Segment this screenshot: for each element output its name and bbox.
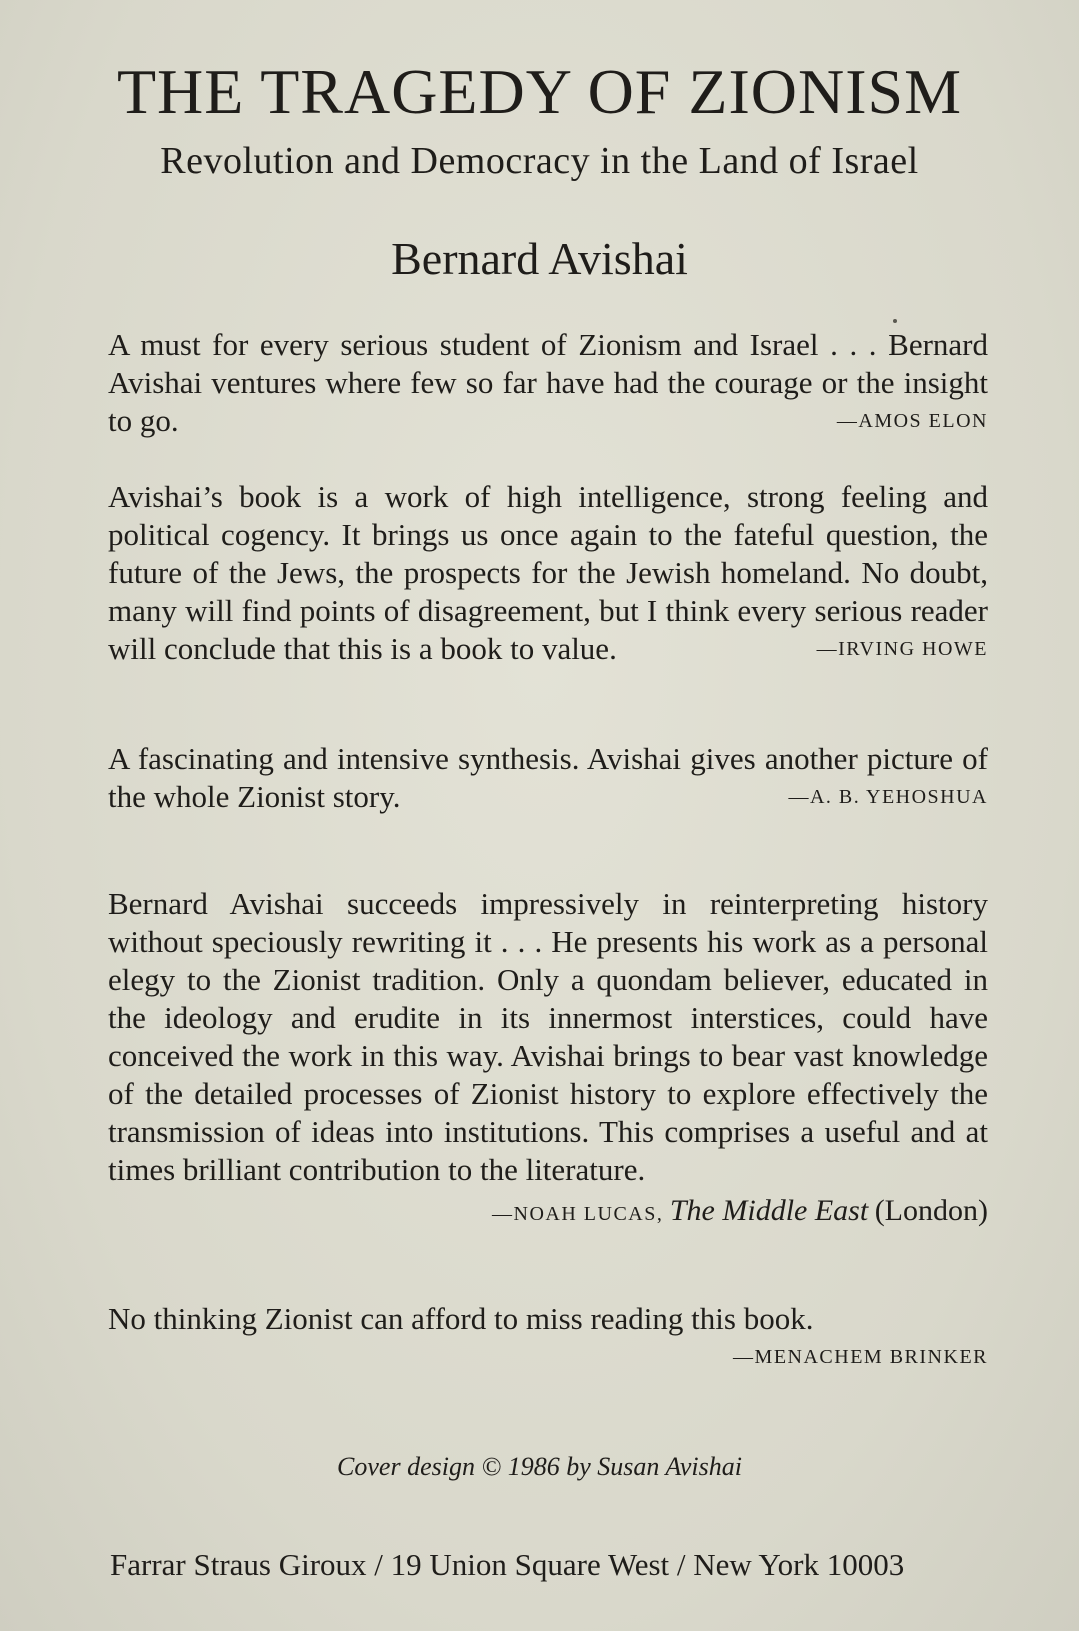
- book-author: Bernard Avishai: [391, 233, 688, 284]
- blurb-text: No thinking Zionist can afford to miss reading this book.: [108, 1301, 814, 1336]
- book-title: THE TRAGEDY OF ZIONISM: [116, 56, 963, 127]
- attribution-place: (London): [874, 1194, 988, 1227]
- cover-credit: Cover design © 1986 by Susan Avishai: [337, 1452, 742, 1481]
- attribution-name: —NOAH LUCAS,: [492, 1203, 664, 1225]
- blurb-5: [108, 1300, 988, 1372]
- blurb-4: [108, 885, 988, 1234]
- blurb-text: A fascinating and intensive synthesis. Avishai gives another picture of the whole Zionist story.: [108, 741, 988, 814]
- blurb-attribution: —A. B. YEHOSHUA: [788, 786, 988, 808]
- blurb-attribution: —MENACHEM BRINKER: [733, 1346, 988, 1368]
- blurb-attribution: [108, 1191, 988, 1234]
- blurb-text: A must for every serious student of Zionism and Israel . . . Bernard Avishai ventures where few so far have had the courage or the insight to go.: [108, 327, 988, 438]
- blurb-text: Bernard Avishai succeeds impressively in reinterpreting history without speciously rewriting it . . . He presents his work as a personal elegy to the Zionist tradition. Only a quondam believer, educated in the ideology and erudite in its innermost interstices, could have conceived the work in this way. Avishai brings to bear vast knowledge of the detailed processes of Zionist history to explore effectively the transmission of ideas into institutions. This comprises a useful and at times brilliant contribution to the literature.: [108, 886, 988, 1187]
- blurb-3: [108, 740, 988, 812]
- blurb-text: Avishai’s book is a work of high intelligence, strong feeling and political cogency. It brings us once again to the fateful question, the future of the Jews, the prospects for the Jewish homeland. No doubt, many will find points of disagreement, but I think every serious reader will conclude that this is a book to value.: [108, 479, 988, 666]
- blurb-1: [108, 326, 988, 436]
- blurb-2: [108, 478, 988, 664]
- attribution-source: The Middle East: [669, 1194, 869, 1227]
- print-speck: [893, 319, 897, 323]
- blurb-attribution: —AMOS ELON: [836, 410, 988, 432]
- blurb-attribution: —IRVING HOWE: [816, 638, 988, 660]
- publisher-line: Farrar Straus Giroux / 19 Union Square West / New York 10003: [110, 1547, 905, 1582]
- book-subtitle: Revolution and Democracy in the Land of Israel: [160, 140, 919, 182]
